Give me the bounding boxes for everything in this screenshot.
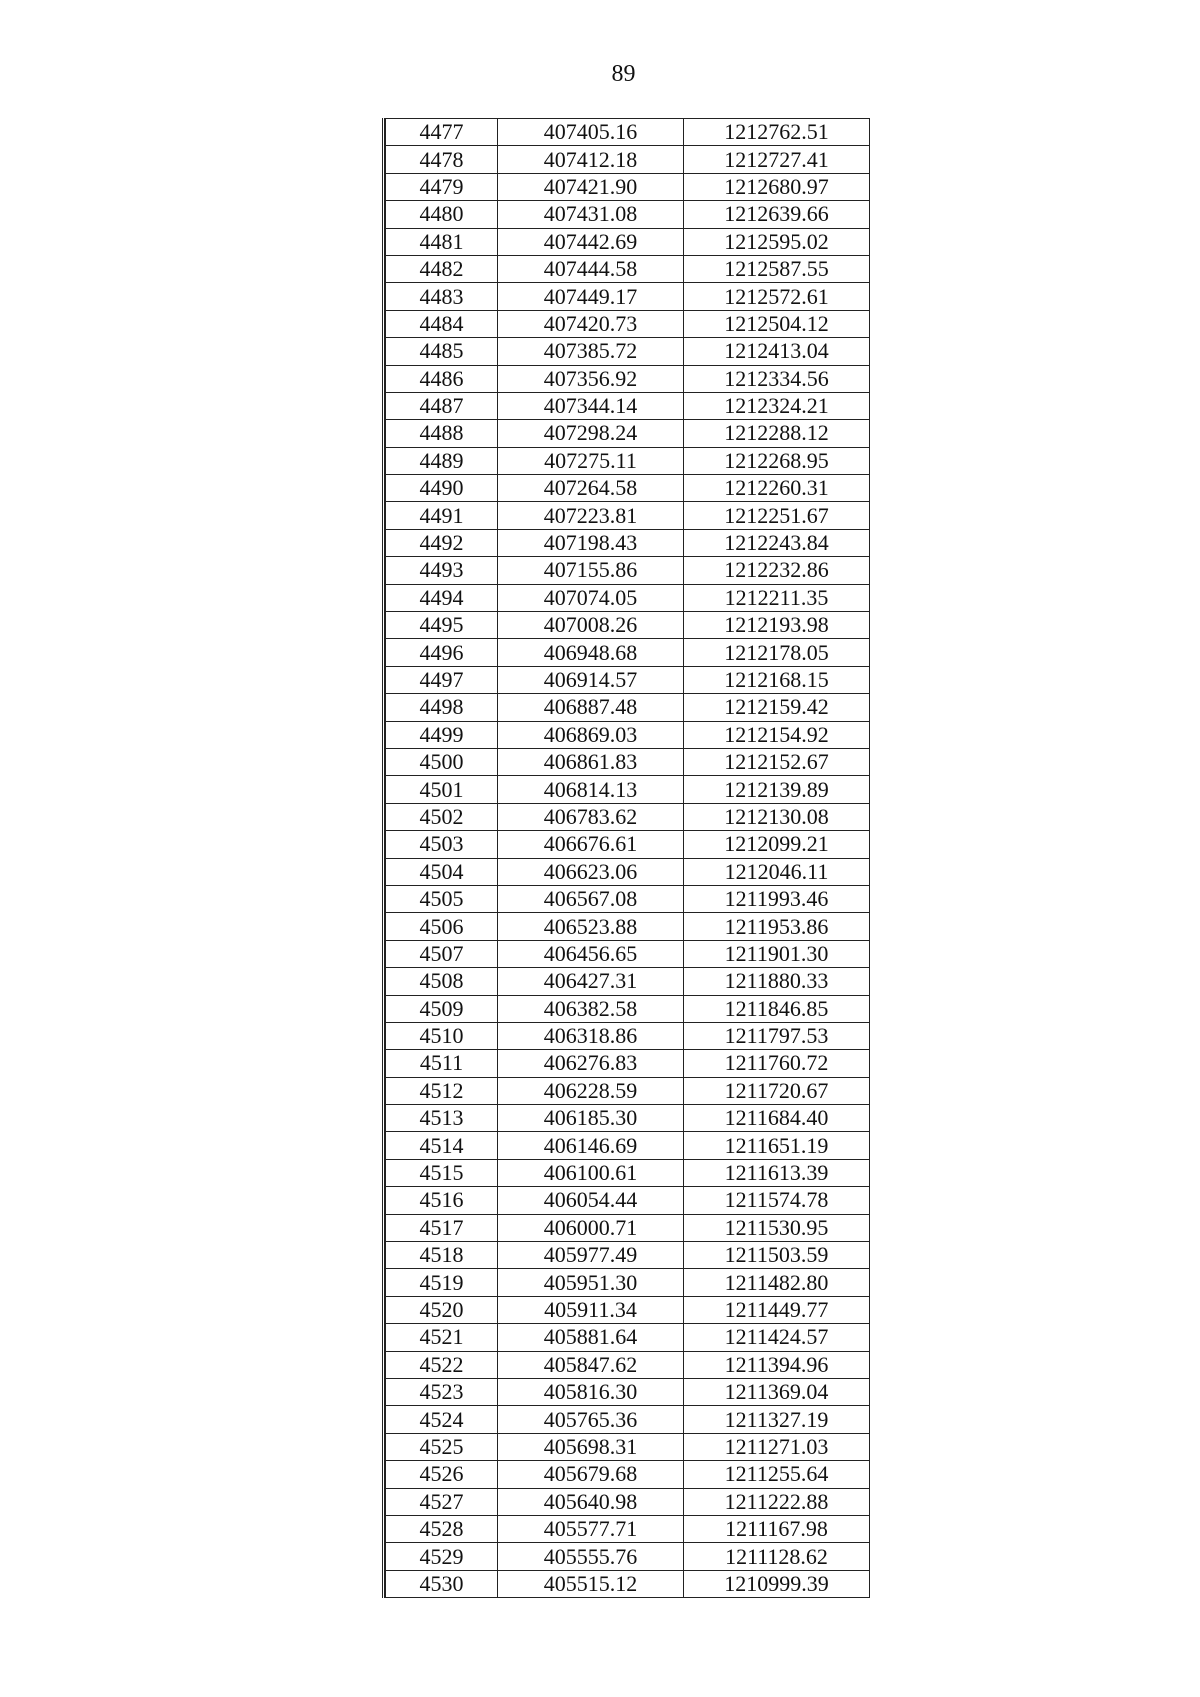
point-number-cell: 4529 bbox=[386, 1543, 498, 1570]
x-coordinate-cell: 406228.59 bbox=[498, 1077, 684, 1104]
table-row bbox=[386, 119, 870, 146]
point-number-cell: 4523 bbox=[386, 1378, 498, 1405]
point-number-cell: 4503 bbox=[386, 831, 498, 858]
table-row bbox=[386, 283, 870, 310]
point-number-cell: 4510 bbox=[386, 1022, 498, 1049]
x-coordinate-cell: 406456.65 bbox=[498, 940, 684, 967]
table-row bbox=[386, 1159, 870, 1186]
table-row bbox=[386, 1132, 870, 1159]
table-row bbox=[386, 721, 870, 748]
table-row bbox=[386, 1105, 870, 1132]
table-row bbox=[386, 1077, 870, 1104]
point-number-cell: 4511 bbox=[386, 1050, 498, 1077]
point-number-cell: 4530 bbox=[386, 1570, 498, 1597]
point-number-cell: 4479 bbox=[386, 173, 498, 200]
point-number-cell: 4488 bbox=[386, 420, 498, 447]
point-number-cell: 4517 bbox=[386, 1214, 498, 1241]
table-row bbox=[386, 392, 870, 419]
y-coordinate-cell: 1211167.98 bbox=[684, 1515, 870, 1542]
page-number: 89 bbox=[611, 61, 636, 87]
point-number-cell: 4516 bbox=[386, 1187, 498, 1214]
table-row bbox=[386, 1050, 870, 1077]
table-row bbox=[386, 1296, 870, 1323]
coordinates-table-body bbox=[386, 119, 870, 1598]
table-row bbox=[386, 201, 870, 228]
x-coordinate-cell: 407223.81 bbox=[498, 502, 684, 529]
y-coordinate-cell: 1212211.35 bbox=[684, 584, 870, 611]
y-coordinate-cell: 1211880.33 bbox=[684, 968, 870, 995]
x-coordinate-cell: 406861.83 bbox=[498, 748, 684, 775]
point-number-cell: 4484 bbox=[386, 310, 498, 337]
point-number-cell: 4487 bbox=[386, 392, 498, 419]
point-number-cell: 4526 bbox=[386, 1461, 498, 1488]
y-coordinate-cell: 1212334.56 bbox=[684, 365, 870, 392]
point-number-cell: 4502 bbox=[386, 803, 498, 830]
point-number-cell: 4489 bbox=[386, 447, 498, 474]
table-row bbox=[386, 612, 870, 639]
point-number-cell: 4494 bbox=[386, 584, 498, 611]
y-coordinate-cell: 1212413.04 bbox=[684, 338, 870, 365]
y-coordinate-cell: 1212288.12 bbox=[684, 420, 870, 447]
x-coordinate-cell: 407344.14 bbox=[498, 392, 684, 419]
y-coordinate-cell: 1211846.85 bbox=[684, 995, 870, 1022]
y-coordinate-cell: 1211222.88 bbox=[684, 1488, 870, 1515]
x-coordinate-cell: 406146.69 bbox=[498, 1132, 684, 1159]
y-coordinate-cell: 1211574.78 bbox=[684, 1187, 870, 1214]
x-coordinate-cell: 407420.73 bbox=[498, 310, 684, 337]
table-row bbox=[386, 1214, 870, 1241]
point-number-cell: 4508 bbox=[386, 968, 498, 995]
table-row bbox=[386, 1406, 870, 1433]
x-coordinate-cell: 405911.34 bbox=[498, 1296, 684, 1323]
table-row bbox=[386, 584, 870, 611]
y-coordinate-cell: 1211327.19 bbox=[684, 1406, 870, 1433]
point-number-cell: 4504 bbox=[386, 858, 498, 885]
y-coordinate-cell: 1212046.11 bbox=[684, 858, 870, 885]
y-coordinate-cell: 1212595.02 bbox=[684, 228, 870, 255]
x-coordinate-cell: 406382.58 bbox=[498, 995, 684, 1022]
y-coordinate-cell: 1211530.95 bbox=[684, 1214, 870, 1241]
table-row bbox=[386, 420, 870, 447]
point-number-cell: 4515 bbox=[386, 1159, 498, 1186]
table-row bbox=[386, 1351, 870, 1378]
y-coordinate-cell: 1212727.41 bbox=[684, 146, 870, 173]
point-number-cell: 4509 bbox=[386, 995, 498, 1022]
table-row bbox=[386, 1022, 870, 1049]
x-coordinate-cell: 407074.05 bbox=[498, 584, 684, 611]
point-number-cell: 4497 bbox=[386, 666, 498, 693]
x-coordinate-cell: 407198.43 bbox=[498, 529, 684, 556]
y-coordinate-cell: 1211613.39 bbox=[684, 1159, 870, 1186]
y-coordinate-cell: 1212152.67 bbox=[684, 748, 870, 775]
y-coordinate-cell: 1211953.86 bbox=[684, 913, 870, 940]
table-row bbox=[386, 968, 870, 995]
x-coordinate-cell: 406523.88 bbox=[498, 913, 684, 940]
table-row bbox=[386, 529, 870, 556]
x-coordinate-cell: 407431.08 bbox=[498, 201, 684, 228]
table-row bbox=[386, 228, 870, 255]
point-number-cell: 4505 bbox=[386, 885, 498, 912]
x-coordinate-cell: 407385.72 bbox=[498, 338, 684, 365]
x-coordinate-cell: 406676.61 bbox=[498, 831, 684, 858]
point-number-cell: 4513 bbox=[386, 1105, 498, 1132]
table-row bbox=[386, 1461, 870, 1488]
y-coordinate-cell: 1211369.04 bbox=[684, 1378, 870, 1405]
table-row bbox=[386, 1378, 870, 1405]
table-row bbox=[386, 338, 870, 365]
y-coordinate-cell: 1211482.80 bbox=[684, 1269, 870, 1296]
y-coordinate-cell: 1211255.64 bbox=[684, 1461, 870, 1488]
y-coordinate-cell: 1212099.21 bbox=[684, 831, 870, 858]
y-coordinate-cell: 1212680.97 bbox=[684, 173, 870, 200]
table-row bbox=[386, 310, 870, 337]
x-coordinate-cell: 407155.86 bbox=[498, 557, 684, 584]
x-coordinate-cell: 405698.31 bbox=[498, 1433, 684, 1460]
y-coordinate-cell: 1212130.08 bbox=[684, 803, 870, 830]
x-coordinate-cell: 407298.24 bbox=[498, 420, 684, 447]
x-coordinate-cell: 407275.11 bbox=[498, 447, 684, 474]
table-row bbox=[386, 639, 870, 666]
y-coordinate-cell: 1211651.19 bbox=[684, 1132, 870, 1159]
x-coordinate-cell: 405577.71 bbox=[498, 1515, 684, 1542]
point-number-cell: 4485 bbox=[386, 338, 498, 365]
point-number-cell: 4519 bbox=[386, 1269, 498, 1296]
point-number-cell: 4480 bbox=[386, 201, 498, 228]
x-coordinate-cell: 406887.48 bbox=[498, 694, 684, 721]
point-number-cell: 4525 bbox=[386, 1433, 498, 1460]
point-number-cell: 4518 bbox=[386, 1242, 498, 1269]
x-coordinate-cell: 407264.58 bbox=[498, 475, 684, 502]
x-coordinate-cell: 405640.98 bbox=[498, 1488, 684, 1515]
point-number-cell: 4498 bbox=[386, 694, 498, 721]
point-number-cell: 4500 bbox=[386, 748, 498, 775]
point-number-cell: 4507 bbox=[386, 940, 498, 967]
table-row bbox=[386, 1433, 870, 1460]
table-row bbox=[386, 502, 870, 529]
table-row bbox=[386, 885, 870, 912]
y-coordinate-cell: 1211684.40 bbox=[684, 1105, 870, 1132]
y-coordinate-cell: 1211424.57 bbox=[684, 1324, 870, 1351]
point-number-cell: 4512 bbox=[386, 1077, 498, 1104]
table-row bbox=[386, 831, 870, 858]
table-row bbox=[386, 1515, 870, 1542]
table-row bbox=[386, 1242, 870, 1269]
x-coordinate-cell: 407442.69 bbox=[498, 228, 684, 255]
y-coordinate-cell: 1212178.05 bbox=[684, 639, 870, 666]
x-coordinate-cell: 405977.49 bbox=[498, 1242, 684, 1269]
x-coordinate-cell: 405951.30 bbox=[498, 1269, 684, 1296]
x-coordinate-cell: 405679.68 bbox=[498, 1461, 684, 1488]
y-coordinate-cell: 1212243.84 bbox=[684, 529, 870, 556]
table-row bbox=[386, 940, 870, 967]
y-coordinate-cell: 1212762.51 bbox=[684, 119, 870, 146]
point-number-cell: 4528 bbox=[386, 1515, 498, 1542]
x-coordinate-cell: 407444.58 bbox=[498, 255, 684, 282]
table-row bbox=[386, 173, 870, 200]
point-number-cell: 4482 bbox=[386, 255, 498, 282]
point-number-cell: 4501 bbox=[386, 776, 498, 803]
y-coordinate-cell: 1211449.77 bbox=[684, 1296, 870, 1323]
y-coordinate-cell: 1211797.53 bbox=[684, 1022, 870, 1049]
table-row bbox=[386, 146, 870, 173]
table-row bbox=[386, 666, 870, 693]
table-row bbox=[386, 1570, 870, 1597]
point-number-cell: 4495 bbox=[386, 612, 498, 639]
x-coordinate-cell: 407356.92 bbox=[498, 365, 684, 392]
table-row bbox=[386, 913, 870, 940]
point-number-cell: 4496 bbox=[386, 639, 498, 666]
point-number-cell: 4483 bbox=[386, 283, 498, 310]
y-coordinate-cell: 1212572.61 bbox=[684, 283, 870, 310]
x-coordinate-cell: 406185.30 bbox=[498, 1105, 684, 1132]
table-row bbox=[386, 748, 870, 775]
x-coordinate-cell: 405765.36 bbox=[498, 1406, 684, 1433]
table-row bbox=[386, 694, 870, 721]
coordinates-table-container bbox=[382, 118, 871, 1598]
point-number-cell: 4492 bbox=[386, 529, 498, 556]
x-coordinate-cell: 406623.06 bbox=[498, 858, 684, 885]
y-coordinate-cell: 1212260.31 bbox=[684, 475, 870, 502]
x-coordinate-cell: 407008.26 bbox=[498, 612, 684, 639]
x-coordinate-cell: 407449.17 bbox=[498, 283, 684, 310]
x-coordinate-cell: 406054.44 bbox=[498, 1187, 684, 1214]
x-coordinate-cell: 406948.68 bbox=[498, 639, 684, 666]
y-coordinate-cell: 1211394.96 bbox=[684, 1351, 870, 1378]
table-row bbox=[386, 365, 870, 392]
x-coordinate-cell: 406318.86 bbox=[498, 1022, 684, 1049]
x-coordinate-cell: 406427.31 bbox=[498, 968, 684, 995]
table-row bbox=[386, 1543, 870, 1570]
table-row bbox=[386, 776, 870, 803]
x-coordinate-cell: 405881.64 bbox=[498, 1324, 684, 1351]
point-number-cell: 4524 bbox=[386, 1406, 498, 1433]
table-row bbox=[386, 557, 870, 584]
x-coordinate-cell: 407405.16 bbox=[498, 119, 684, 146]
x-coordinate-cell: 405555.76 bbox=[498, 1543, 684, 1570]
x-coordinate-cell: 407421.90 bbox=[498, 173, 684, 200]
point-number-cell: 4522 bbox=[386, 1351, 498, 1378]
y-coordinate-cell: 1212587.55 bbox=[684, 255, 870, 282]
table-row bbox=[386, 1269, 870, 1296]
table-row bbox=[386, 1488, 870, 1515]
point-number-cell: 4527 bbox=[386, 1488, 498, 1515]
table-row bbox=[386, 255, 870, 282]
x-coordinate-cell: 405816.30 bbox=[498, 1378, 684, 1405]
y-coordinate-cell: 1211760.72 bbox=[684, 1050, 870, 1077]
y-coordinate-cell: 1212251.67 bbox=[684, 502, 870, 529]
y-coordinate-cell: 1212639.66 bbox=[684, 201, 870, 228]
y-coordinate-cell: 1212159.42 bbox=[684, 694, 870, 721]
point-number-cell: 4477 bbox=[386, 119, 498, 146]
x-coordinate-cell: 406567.08 bbox=[498, 885, 684, 912]
table-row bbox=[386, 1324, 870, 1351]
x-coordinate-cell: 406100.61 bbox=[498, 1159, 684, 1186]
y-coordinate-cell: 1211993.46 bbox=[684, 885, 870, 912]
y-coordinate-cell: 1212168.15 bbox=[684, 666, 870, 693]
point-number-cell: 4478 bbox=[386, 146, 498, 173]
table-row bbox=[386, 1187, 870, 1214]
point-number-cell: 4486 bbox=[386, 365, 498, 392]
y-coordinate-cell: 1212139.89 bbox=[684, 776, 870, 803]
y-coordinate-cell: 1210999.39 bbox=[684, 1570, 870, 1597]
y-coordinate-cell: 1211503.59 bbox=[684, 1242, 870, 1269]
table-row bbox=[386, 475, 870, 502]
table-row bbox=[386, 803, 870, 830]
x-coordinate-cell: 406276.83 bbox=[498, 1050, 684, 1077]
y-coordinate-cell: 1211720.67 bbox=[684, 1077, 870, 1104]
table-row bbox=[386, 858, 870, 885]
x-coordinate-cell: 407412.18 bbox=[498, 146, 684, 173]
y-coordinate-cell: 1212324.21 bbox=[684, 392, 870, 419]
y-coordinate-cell: 1212193.98 bbox=[684, 612, 870, 639]
x-coordinate-cell: 405847.62 bbox=[498, 1351, 684, 1378]
y-coordinate-cell: 1211271.03 bbox=[684, 1433, 870, 1460]
table-row bbox=[386, 447, 870, 474]
point-number-cell: 4499 bbox=[386, 721, 498, 748]
x-coordinate-cell: 405515.12 bbox=[498, 1570, 684, 1597]
y-coordinate-cell: 1212154.92 bbox=[684, 721, 870, 748]
point-number-cell: 4514 bbox=[386, 1132, 498, 1159]
coordinates-table bbox=[385, 118, 870, 1598]
x-coordinate-cell: 406869.03 bbox=[498, 721, 684, 748]
point-number-cell: 4493 bbox=[386, 557, 498, 584]
y-coordinate-cell: 1212504.12 bbox=[684, 310, 870, 337]
x-coordinate-cell: 406000.71 bbox=[498, 1214, 684, 1241]
x-coordinate-cell: 406914.57 bbox=[498, 666, 684, 693]
point-number-cell: 4506 bbox=[386, 913, 498, 940]
x-coordinate-cell: 406783.62 bbox=[498, 803, 684, 830]
y-coordinate-cell: 1211901.30 bbox=[684, 940, 870, 967]
y-coordinate-cell: 1212232.86 bbox=[684, 557, 870, 584]
point-number-cell: 4490 bbox=[386, 475, 498, 502]
point-number-cell: 4520 bbox=[386, 1296, 498, 1323]
y-coordinate-cell: 1211128.62 bbox=[684, 1543, 870, 1570]
y-coordinate-cell: 1212268.95 bbox=[684, 447, 870, 474]
point-number-cell: 4521 bbox=[386, 1324, 498, 1351]
table-row bbox=[386, 995, 870, 1022]
x-coordinate-cell: 406814.13 bbox=[498, 776, 684, 803]
point-number-cell: 4491 bbox=[386, 502, 498, 529]
point-number-cell: 4481 bbox=[386, 228, 498, 255]
